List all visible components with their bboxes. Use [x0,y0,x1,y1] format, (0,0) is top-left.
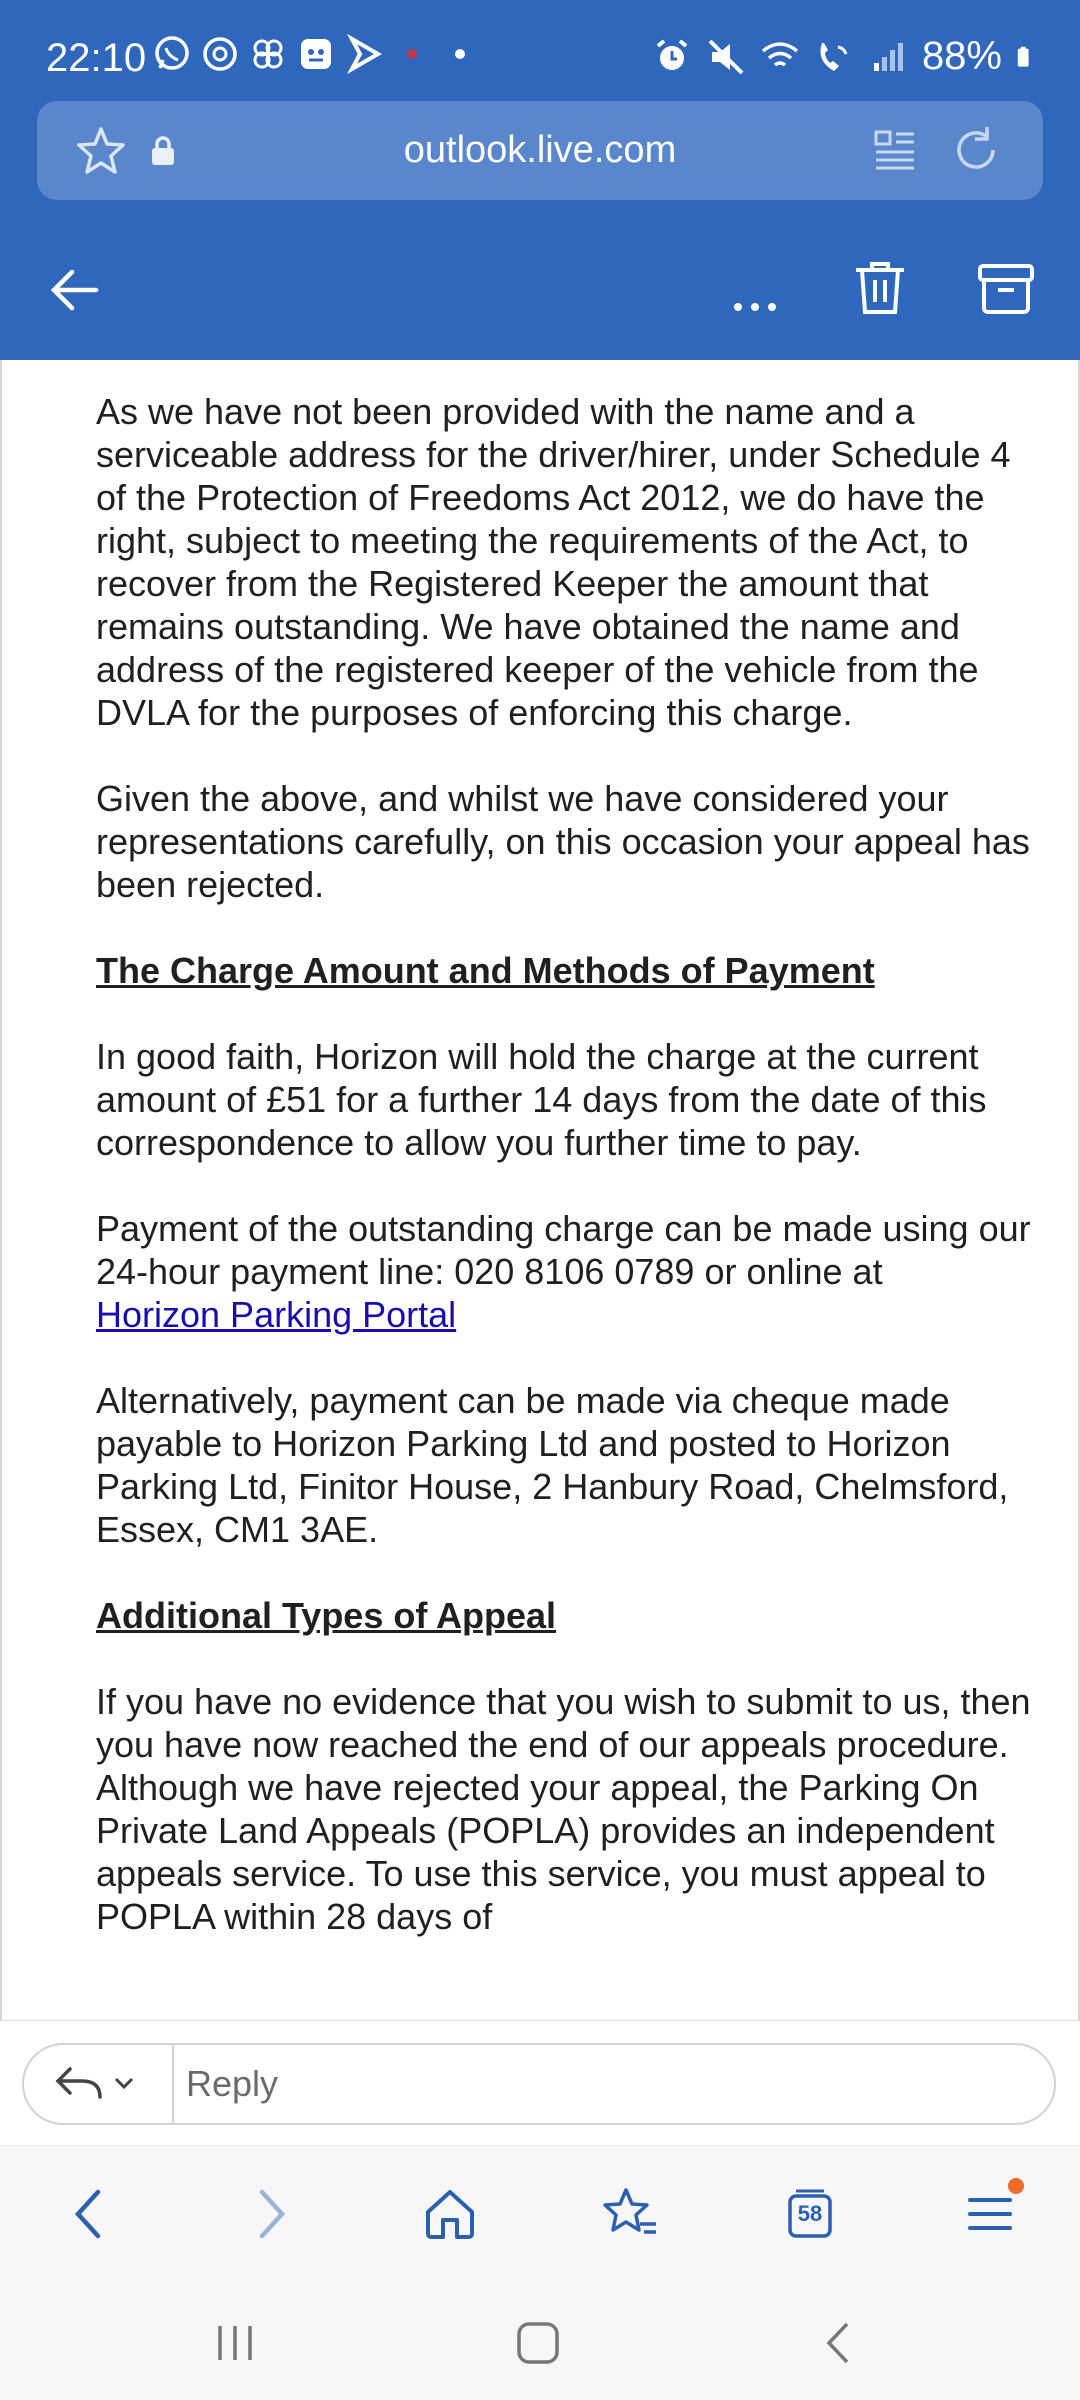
wifi-icon [760,37,800,77]
app-icon [296,34,336,74]
horizon-portal-link[interactable]: Horizon Parking Portal [96,1294,457,1335]
reply-action-button[interactable] [24,2045,174,2123]
reply-arrow-icon [52,2065,148,2105]
alarm-icon [652,37,692,77]
system-nav-bar [0,2275,1080,2400]
browser-back-button[interactable] [48,2174,128,2254]
reply-pill [22,2043,1056,2125]
browser-menu-button[interactable] [950,2174,1030,2254]
home-icon [420,2184,480,2244]
paragraph-popla: If you have no evidence that you wish to submit to us, then you have now reached the end of our appeals procedure. Although we have rejected your appeal, the Parking On Private Land Appeals (POPLA) provides an independent appeals service. To use this service, you must appeal to POPLA within 28 days of [96,1681,1031,1937]
email-message [96,390,1046,1981]
browser-bottom-nav [0,2145,1080,2275]
tab-count: 58 [797,2201,823,2226]
reload-icon[interactable] [949,123,1003,177]
battery-percent: 88% [921,34,1002,78]
home-button[interactable] [508,2313,568,2373]
mute-icon [706,37,746,77]
archive-icon[interactable] [974,256,1038,320]
signal-icon [868,37,908,77]
system-back-button[interactable] [810,2313,870,2373]
system-back-icon [815,2318,865,2368]
paragraph-payment-line [96,1207,1046,1336]
browser-forward-button[interactable] [232,2174,312,2254]
delete-trash-icon[interactable] [848,256,912,320]
chevron-left-icon [68,2184,108,2244]
threads-icon [200,34,240,74]
system-icons [652,34,1040,79]
mail-toolbar [0,240,1080,350]
hamburger-menu-icon [960,2184,1020,2244]
more-options-icon[interactable] [730,260,780,320]
menu-notification-dot [1008,2178,1024,2194]
more-notifications-icon [440,34,480,74]
whatsapp-icon [152,34,192,74]
status-bar [0,0,1080,100]
home-square-icon [513,2318,563,2368]
dot-icon [392,34,432,74]
payment-line-text: Payment of the outstanding charge can be made using our 24-hour payment line: 020 8106 0789 or online at [96,1208,1031,1292]
recent-apps-button[interactable] [205,2313,265,2373]
play-icon [344,34,384,74]
heading-charge-amount: The Charge Amount and Methods of Payment [96,950,875,991]
paragraph-charge-hold: In good faith, Horizon will hold the charge at the current amount of £51 for a further 14 days from the date of this correspondence to allow you further time to pay. [96,1036,987,1163]
browser-tabs-button[interactable] [770,2174,850,2254]
email-body[interactable] [0,360,1080,2020]
chevron-right-icon [252,2184,292,2244]
battery-icon [1016,37,1040,77]
url-text[interactable]: outlook.live.com [403,129,677,171]
reply-bar [0,2020,1080,2145]
heading-additional-appeal: Additional Types of Appeal [96,1595,557,1636]
pinwheel-icon [248,34,288,74]
browser-bookmarks-button[interactable] [590,2174,670,2254]
chevron-down-icon [116,2079,132,2087]
browser-home-button[interactable] [410,2174,490,2254]
paragraph-registered-keeper: As we have not been provided with the name and a serviceable address for the driver/hirer, under Schedule 4 of the Protection of Freedoms Act 2012, we do have the right, subject to meeting the requirements of the Act, to recover from the Registered Keeper the amount that remains outstanding. We have obtained the name and address of the registered keeper of the vehicle from the DVLA for the purposes of enforcing this charge. [96,391,1011,733]
reply-input[interactable] [186,2057,1026,2111]
wifi-call-icon [814,37,854,77]
recent-apps-icon [210,2318,260,2368]
address-bar[interactable] [37,101,1043,200]
browser-header [0,0,1080,360]
paragraph-cheque-payment: Alternatively, payment can be made via cheque made payable to Horizon Parking Ltd and posted to Horizon Parking Ltd, Finitor House, 2 Hanbury Road, Chelmsford, Essex, CM1 3AE. [96,1380,1009,1550]
status-time: 22:10 [46,36,147,80]
reader-mode-icon[interactable] [872,126,918,172]
bookmarks-star-icon [600,2184,660,2244]
paragraph-appeal-rejected: Given the above, and whilst we have considered your representations carefully, on this occasion your appeal has been rejected. [96,778,1030,905]
back-arrow-icon[interactable] [44,260,104,320]
notification-icons [152,34,480,74]
